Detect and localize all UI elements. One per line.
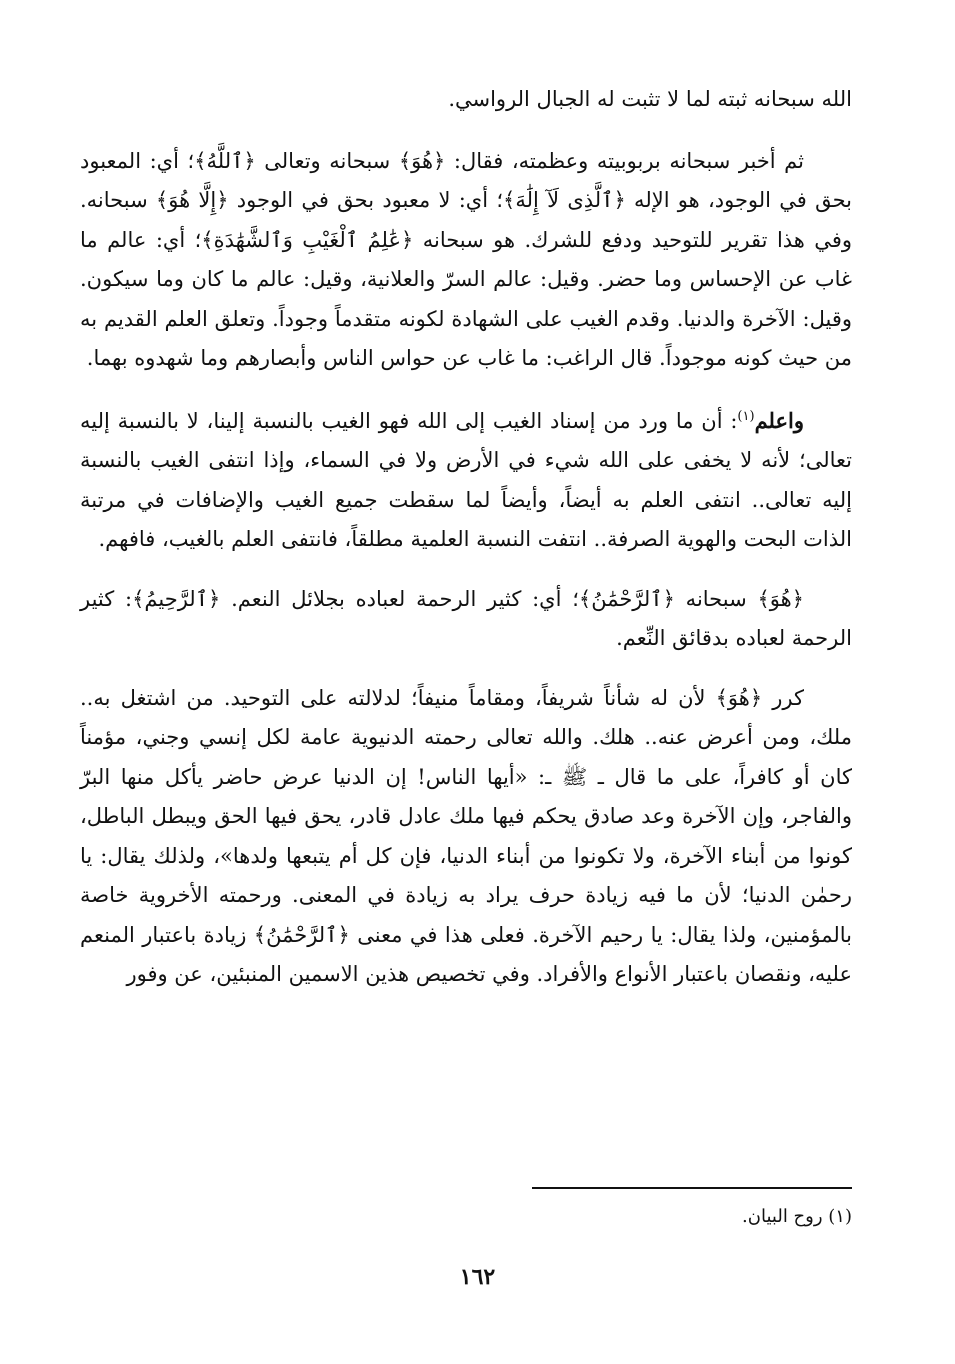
know-text-continued: وأيضاً لما سقطت جميع الغيب والإضافات في مرتبة الذات البحت والهوية الصرفة.. انتفت النسبة العلمية مطلقاً، فانتفى العلم بالغيب، فافهم. xyxy=(80,487,852,551)
footnote-text: (١) روح البيان. xyxy=(742,1206,852,1227)
paragraph-repetition: كرر ﴿هُوَ﴾ لأن له شأناً شريفاً، ومقاماً منيفاً؛ لدلالته على التوحيد. من اشتغل به.. ملك، ومن أعرض عنه.. هلك. والله تعالى رحمته الدنيوية عامة لكل إنسي وجني، مؤمناً كان أو كافراً، على ما قال ـ ﷺ ـ: «أيها الناس! إن الدنيا عرض حاضر يأكل منها البرّ والفاجر، وإن الآخرة وعد صادق يحكم فيها ملك عادل قادر، يحق فيها الحق ويبطل الباطل، كونوا من أبناء الآخرة، ولا تكونوا من أبناء الدنيا، فإن كل أم يتبعها ولدها»، ولذلك يقال: يا رحمٰن الدنيا؛ لأن ما فيه زيادة حرف يراد به زيادة في المعنى. ورحمته الأخروية خاصة بالمؤمنين، ولذا يقال: يا رحيم الآخرة. فعلى هذا في معنى ﴿ٱلرَّحْمَٰنُ﴾ زيادة باعتبار المنعم عليه، ونقصان باعتبار الأنواع والأفراد. وفي تخصيص هذين الاسمين المنبئين، عن وفور xyxy=(80,685,852,986)
page-number: ١٦٢ xyxy=(459,1264,496,1290)
paragraph-god-names: ثم أخبر سبحانه بربوبيته وعظمته، فقال: ﴿هُوَ﴾ سبحانه وتعالى ﴿ٱللَّهُ﴾؛ أي: المعبود بحق في الوجود، هو الإله ﴿ٱلَّذِى لَآ إِلَٰهَ﴾؛ أي: لا معبود بحق في الوجود ﴿إِلَّا هُوَ﴾ سبحانه. وفي هذا تقرير للتوحيد ودفع للشرك. هو سبحانه ﴿عَٰلِمُ ٱلْغَيْبِ وَٱلشَّهَٰدَةِ﴾؛ أي: عالم ما غاب عن الإحساس وما حضر. وقيل: عالم السرّ والعلانية، وقيل: عالم ما كان وما سيكون. وقيل: الآخرة والدنيا. وقدم الغيب على الشهادة لكونه متقدماً وجوداً. وتعلق العلم القديم به من حيث كونه موجوداً. قال الراغب: ما غاب عن حواس الناس وأبصارهم وما شهدوه بهما. xyxy=(80,148,852,370)
paragraph-opening: الله سبحانه ثبته لما لا تثبت له الجبال الرواسي. xyxy=(448,87,852,111)
page-body xyxy=(80,80,852,995)
footnote-divider xyxy=(532,1187,852,1189)
know-lead: واعلم xyxy=(754,407,804,433)
footnote-marker: (١) xyxy=(737,408,755,424)
know-text: : أن ما ورد من إسناد الغيب إلى الله فهو الغيب بالنسبة إلينا، لا بالنسبة إليه تعالى؛ لأنه لا يخفى على الله شيء في الأرض ولا في السماء، وإذا انتفى الغيب بالنسبة إليه تعالى.. انتفى العلم به أيضاً، xyxy=(80,408,852,512)
paragraph-rahman-rahim: ﴿هُوَ﴾ سبحانه ﴿ٱلرَّحْمَٰنُ﴾؛ أي: كثير الرحمة لعباده بجلائل النعم. ﴿ٱلرَّحِيمُ﴾: كثير الرحمة لعباده بدقائق النِّعم. xyxy=(80,586,852,650)
paragraph-know-note xyxy=(80,401,852,560)
